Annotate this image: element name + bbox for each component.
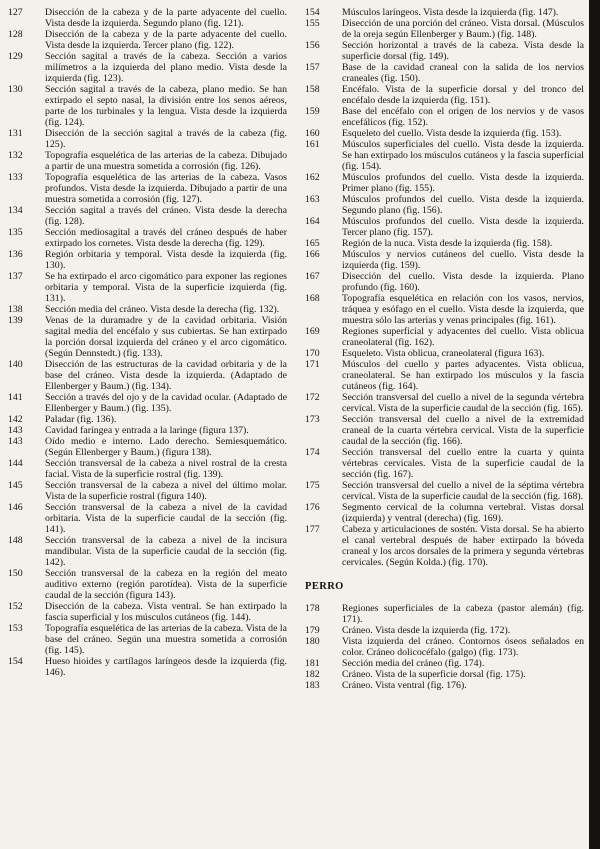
- figure-entry: [305, 348, 584, 359]
- entry-number: 169: [305, 326, 320, 337]
- figure-entry: [8, 172, 287, 205]
- entry-text: Regiones superficial y adyacentes del cuello. Vista oblicua craneolateral (fig. 162).: [342, 326, 584, 348]
- entry-number: 141: [8, 392, 23, 403]
- figure-entry: [305, 326, 584, 348]
- figure-entry: [8, 271, 287, 304]
- figure-index-page: [8, 7, 584, 845]
- entry-number: 166: [305, 249, 320, 260]
- entry-text: Sección a través del ojo y de la cavidad ocular. (Adaptado de Ellenberger y Baum.) (fig. 135).: [45, 392, 287, 414]
- entry-number: 136: [8, 249, 23, 260]
- entry-text: Sección sagital a través de la cabeza. Sección a varios milímetros a la izquierda del plano medio. Vista desde la izquierda (fig. 123).: [45, 51, 287, 84]
- entry-number: 158: [305, 84, 320, 95]
- entry-number: 182: [305, 669, 320, 680]
- figure-entry: [8, 51, 287, 84]
- figure-entry: [8, 249, 287, 271]
- figure-entry: [8, 392, 287, 414]
- entry-text: Cavidad faríngea y entrada a la laringe (figura 137).: [45, 425, 249, 436]
- figure-entry: [305, 636, 584, 658]
- figure-entry: [305, 84, 584, 106]
- figure-entry: [305, 392, 584, 414]
- figure-entry: [8, 535, 287, 568]
- entry-number: 129: [8, 51, 23, 62]
- entry-text: Hueso hioides y cartílagos laríngeos desde la izquierda (fig. 146).: [45, 656, 287, 678]
- entry-text: Músculos profundos del cuello. Vista desde la izquierda. Primer plano (fig. 155).: [342, 172, 584, 194]
- figure-entry: [305, 669, 584, 680]
- entry-number: 128: [8, 29, 23, 40]
- entry-text: Sección transversal de la cabeza a nivel de la cavidad orbitaria. Vista de la superficie caudal de la sección (fig. 141).: [45, 502, 287, 535]
- entry-text: Disección de una porción del cráneo. Vista dorsal. (Músculos de la oreja según Ellenberger y Baum.) (fig. 148).: [342, 18, 584, 40]
- figure-entry: [8, 359, 287, 392]
- entry-number: 171: [305, 359, 320, 370]
- entry-text: Músculos superficiales del cuello. Vista desde la izquierda. Se han extirpado los músculos cutáneos y la fascia superficial (fig. 154).: [342, 139, 584, 172]
- entry-number: 161: [305, 139, 320, 150]
- figure-entry: [305, 62, 584, 84]
- entry-number: 134: [8, 205, 23, 216]
- entry-text: Paladar (fig. 136).: [45, 414, 117, 425]
- entry-text: Disección de la sección sagital a través de la cabeza (fig. 125).: [45, 128, 287, 150]
- entry-number: 162: [305, 172, 320, 183]
- entry-text: Sección transversal del cuello a nivel de la séptima vértebra cervical. Vista de la superficie caudal de la sección (fig. 168).: [342, 480, 584, 502]
- figure-entry: [305, 106, 584, 128]
- figure-entry: [305, 414, 584, 447]
- entry-text: Encéfalo. Vista de la superficie dorsal y del tronco del encéfalo desde la izquierda (fig. 151).: [342, 84, 584, 106]
- entry-number: 130: [8, 84, 23, 95]
- figure-entry: [305, 216, 584, 238]
- figure-entry: [305, 524, 584, 568]
- figure-entry: [8, 480, 287, 502]
- figure-entry: [305, 603, 584, 625]
- figure-entry: [8, 150, 287, 172]
- entry-number: 159: [305, 106, 320, 117]
- entry-text: Sección media del cráneo. Vista desde la derecha (fig. 132).: [45, 304, 280, 315]
- entry-text: Sección transversal de la cabeza a nivel del último molar. Vista de la superficie rostral (figura 140).: [45, 480, 287, 502]
- entry-number: 137: [8, 271, 23, 282]
- entry-number: 156: [305, 40, 320, 51]
- entry-text: Topografía esquelética de las arterias de la cabeza. Dibujado a partir de una muestra sometida a corrosión (fig. 126).: [45, 150, 287, 172]
- figure-entry: [305, 172, 584, 194]
- figure-entry: [8, 315, 287, 359]
- figure-entry: [8, 29, 287, 51]
- entry-text: Disección de la cabeza y de la parte adyacente del cuello. Vista desde la izquierda. Segundo plano (fig. 121).: [45, 7, 287, 29]
- entry-number: 132: [8, 150, 23, 161]
- figure-entry: [305, 7, 584, 18]
- entry-number: 146: [8, 502, 23, 513]
- entry-number: 144: [8, 458, 23, 469]
- entry-number: 164: [305, 216, 320, 227]
- entry-text: Sección transversal de la cabeza a nivel rostral de la cresta facial. Vista de la superficie rostral (fig. 139).: [45, 458, 287, 480]
- entry-number: 175: [305, 480, 320, 491]
- figure-entry: [8, 656, 287, 678]
- entry-text: Esqueleto. Vista oblicua, craneolateral (figura 163).: [342, 348, 545, 359]
- entry-number: 155: [305, 18, 320, 29]
- entry-number: 160: [305, 128, 320, 139]
- figure-entry: [8, 502, 287, 535]
- entry-number: 133: [8, 172, 23, 183]
- entry-text: Músculos profundos del cuello. Vista desde la izquierda. Segundo plano (fig. 156).: [342, 194, 584, 216]
- entry-number: 179: [305, 625, 320, 636]
- entry-text: Oído medio e interno. Lado derecho. Semiesquemático. (Según Ellenberger y Baum.) (figura 138).: [45, 436, 287, 458]
- entry-text: Cráneo. Vista ventral (fig. 176).: [342, 680, 467, 691]
- entry-number: 163: [305, 194, 320, 205]
- entry-number: 143: [8, 436, 23, 447]
- figure-entry: [305, 658, 584, 669]
- entry-number: 127: [8, 7, 23, 18]
- column-right: [305, 7, 584, 845]
- entry-number: 174: [305, 447, 320, 458]
- entry-number: 153: [8, 623, 23, 634]
- figure-entry: [8, 227, 287, 249]
- entry-text: Sección sagital a través de la cabeza, plano medio. Se han extirpado el septo nasal, la división entre los senos aéreos, parte de los turbinales y la lengua. Vista desde la izquierda (fig. 124).: [45, 84, 287, 128]
- entry-number: 178: [305, 603, 320, 614]
- entry-text: Disección del cuello. Vista desde la izquierda. Plano profundo (fig. 160).: [342, 271, 584, 293]
- entry-text: Regiones superficiales de la cabeza (pastor alemán) (fig. 171).: [342, 603, 584, 625]
- figure-entry: [8, 128, 287, 150]
- figure-entry: [8, 623, 287, 656]
- entry-text: Base de la cavidad craneal con la salida de los nervios craneales (fig. 150).: [342, 62, 584, 84]
- entry-text: Venas de la duramadre y de la cavidad orbitaria. Visión sagital media del encéfalo y sus cubiertas. Se han extirpado la porción dorsal izquierda del cráneo y el arco cigomático. (Según Dennstedt.) (fig. 133).: [45, 315, 287, 359]
- entry-text: Sección transversal de la cabeza a nivel de la incisura mandibular. Vista de la superficie caudal de la sección (fig. 142).: [45, 535, 287, 568]
- entry-text: Músculos y nervios cutáneos del cuello. Vista desde la izquierda (fig. 159).: [342, 249, 584, 271]
- figure-entry: [305, 249, 584, 271]
- figure-entry: [305, 40, 584, 62]
- figure-entry: [305, 447, 584, 480]
- entry-number: 148: [8, 535, 23, 546]
- entry-text: Sección transversal del cuello a nivel de la extremidad craneal de la cuarta vértebra cervical. Vista de la superficie caudal de la sección (fig. 166).: [342, 414, 584, 447]
- entry-number: 145: [8, 480, 23, 491]
- scan-edge-strip: [589, 0, 600, 849]
- entry-number: 167: [305, 271, 320, 282]
- entry-number: 165: [305, 238, 320, 249]
- entry-number: 170: [305, 348, 320, 359]
- entry-number: 154: [305, 7, 320, 18]
- figure-entry: [8, 425, 287, 436]
- entry-text: Disección de la cabeza y de la parte adyacente del cuello. Vista desde la izquierda. Tercer plano (fig. 122).: [45, 29, 287, 51]
- entry-text: Sección transversal de la cabeza en la región del meato auditivo externo (región parotídea). Vista de la superficie caudal de la sección (figura 143).: [45, 568, 287, 601]
- entry-text: Topografía esquelética en relación con los vasos, nervios, tráquea y esófago en el cuello. Vista desde la izquierda, que muestra sólo las arterias y venas principales (fig. 161).: [342, 293, 584, 326]
- entry-text: Región de la nuca. Vista desde la izquierda (fig. 158).: [342, 238, 553, 249]
- entry-number: 176: [305, 502, 320, 513]
- figure-entry: [305, 18, 584, 40]
- figure-entry: [305, 480, 584, 502]
- entry-number: 180: [305, 636, 320, 647]
- entry-text: Músculos profundos del cuello. Vista desde la izquierda. Tercer plano (fig. 157).: [342, 216, 584, 238]
- entry-text: Sección horizontal a través de la cabeza. Vista desde la superficie dorsal (fig. 149).: [342, 40, 584, 62]
- entry-number: 172: [305, 392, 320, 403]
- figure-entry: [305, 194, 584, 216]
- figure-entry: [8, 458, 287, 480]
- entry-number: 168: [305, 293, 320, 304]
- figure-entry: [8, 7, 287, 29]
- figure-entry: [305, 128, 584, 139]
- entry-number: 150: [8, 568, 23, 579]
- column-left: [8, 7, 287, 845]
- entry-number: 152: [8, 601, 23, 612]
- section-heading: PERRO: [305, 581, 344, 592]
- figure-entry: [305, 359, 584, 392]
- entry-number: 138: [8, 304, 23, 315]
- entry-text: Sección sagital a través del cráneo. Vista desde la derecha (fig. 128).: [45, 205, 287, 227]
- entry-number: 135: [8, 227, 23, 238]
- entry-text: Vista izquierda del cráneo. Contornos óseos señalados en color. Cráneo dolicocéfalo (galgo) (fig. 173).: [342, 636, 584, 658]
- figure-entry: [8, 414, 287, 425]
- entry-text: Sección mediosagital a través del cráneo después de haber extirpado los cornetes. Vista desde la derecha (fig. 129).: [45, 227, 287, 249]
- entry-number: 173: [305, 414, 320, 425]
- entry-text: Sección transversal del cuello entre la cuarta y quinta vértebras cervicales. Vista de la superficie caudal de la sección (fig. 167).: [342, 447, 584, 480]
- entry-number: 177: [305, 524, 320, 535]
- entry-text: Región orbitaria y temporal. Vista desde la izquierda (fig. 130).: [45, 249, 287, 271]
- entry-number: 131: [8, 128, 23, 139]
- entry-text: Músculos del cuello y partes adyacentes. Vista oblicua, craneolateral. Se han extirpado los músculos y la fascia cutáneos (fig. 164).: [342, 359, 584, 392]
- entry-text: Segmento cervical de la columna vertebral. Vistas dorsal (izquierda) y ventral (derecha) (fig. 169).: [342, 502, 584, 524]
- entry-text: Músculos laríngeos. Vista desde la izquierda (fig. 147).: [342, 7, 559, 18]
- entry-number: 183: [305, 680, 320, 691]
- entry-text: Disección de las estructuras de la cavidad orbitaria y de la base del cráneo. Vista desde la izquierda. (Adaptado de Ellenberger y Baum.) (fig. 134).: [45, 359, 287, 392]
- figure-entry: [305, 271, 584, 293]
- entry-text: Cráneo. Vista desde la izquierda (fig. 172).: [342, 625, 511, 636]
- figure-entry: [305, 139, 584, 172]
- entry-number: 181: [305, 658, 320, 669]
- figure-entry: [305, 680, 584, 691]
- entry-text: Topografía esquelética de las arterias de la cabeza. Vasos profundos. Vista desde la izquierda. Dibujado a partir de una muestra sometida a corrosión (fig. 127).: [45, 172, 287, 205]
- entry-number: 142: [8, 414, 23, 425]
- figure-entry: [305, 238, 584, 249]
- figure-entry: [8, 304, 287, 315]
- entry-text: Disección de la cabeza. Vista ventral. Se han extirpado la fascia superficial y los músculos cutáneos (fig. 144).: [45, 601, 287, 623]
- entry-text: Se ha extirpado el arco cigomático para exponer las regiones orbitaria y temporal. Vista de la superficie izquierda (fig. 131).: [45, 271, 287, 304]
- figure-entry: [8, 568, 287, 601]
- entry-text: Sección transversal del cuello a nivel de la segunda vértebra cervical. Vista de la superficie caudal de la sección (fig. 165).: [342, 392, 584, 414]
- entry-number: 139: [8, 315, 23, 326]
- entry-text: Sección media del cráneo (fig. 174).: [342, 658, 485, 669]
- entry-text: Cráneo. Vista de la superficie dorsal (fig. 175).: [342, 669, 526, 680]
- entry-number: 157: [305, 62, 320, 73]
- figure-entry: [8, 436, 287, 458]
- entry-text: Topografía esquelética de las arterias de la cabeza. Vista de la base del cráneo. Según una muestra sometida a corrosión (fig. 145).: [45, 623, 287, 656]
- figure-entry: [305, 625, 584, 636]
- entry-number: 154: [8, 656, 23, 667]
- figure-entry: [8, 205, 287, 227]
- figure-entry: [305, 293, 584, 326]
- figure-entry: [8, 601, 287, 623]
- entry-text: Esqueleto del cuello. Vista desde la izquierda (fig. 153).: [342, 128, 562, 139]
- entry-text: Base del encéfalo con el origen de los nervios y de vasos encefálicos (fig. 152).: [342, 106, 584, 128]
- entry-text: Cabeza y articulaciones de sostén. Vista dorsal. Se ha abierto el canal vertebral después de haber extirpado la bóveda craneal y los arcos dorsales de la primera y segunda vértebras cervicales. (Según Kolda.) (fig. 170).: [342, 524, 584, 568]
- figure-entry: [8, 84, 287, 128]
- figure-entry: [305, 502, 584, 524]
- entry-number: 140: [8, 359, 23, 370]
- entry-number: 143: [8, 425, 23, 436]
